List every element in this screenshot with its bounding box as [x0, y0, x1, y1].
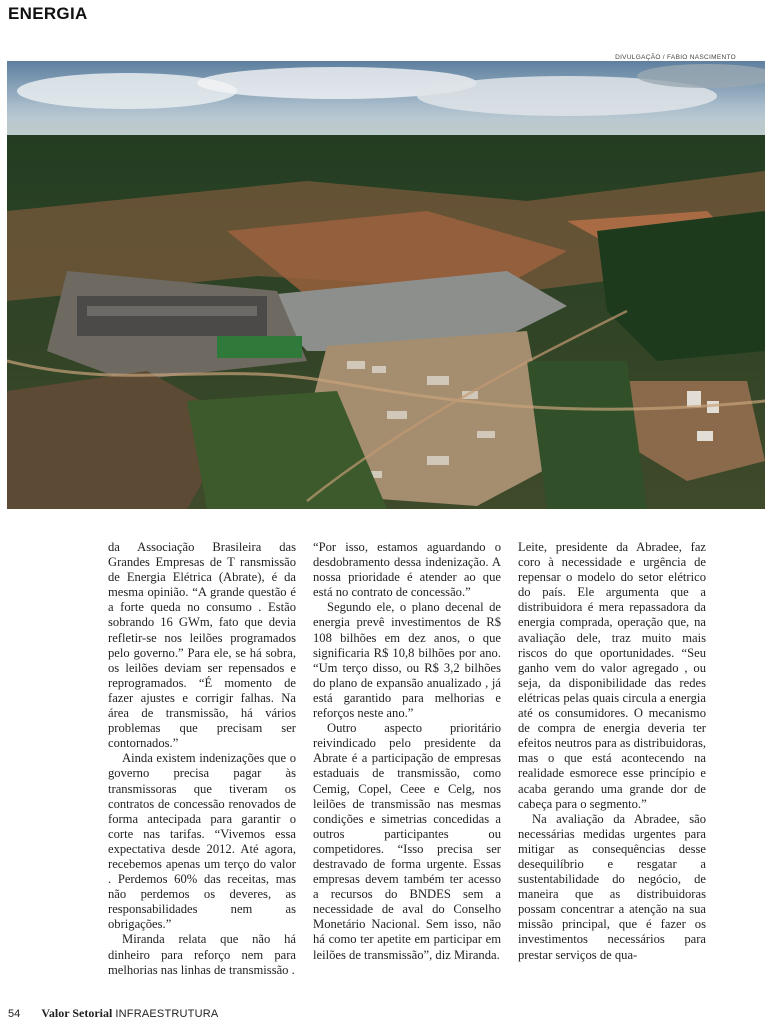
paragraph: Ainda existem indenizações que o governo precisa pagar às transmissoras que tiveram os contratos de concessão renovados de forma antecipada para garantir o corte nas tarifas. “Vivemos essa expectativa desde 2012. Até agora, recebemos apenas um terço do valor . Perdemos 60% das receitas, mas não perdemos os deveres, as responsabilidades nem as obrigações.” [108, 751, 296, 932]
paragraph: Segundo ele, o plano decenal de energia prevê investimentos de R$ 108 bilhões em dez anos, o que significaria R$ 10,8 bilhões por ano. “Um terço disso, ou R$ 3,2 bilhões do plano de expansão anualizado , já está garantido para melhorias e reforços neste ano.” [313, 600, 501, 721]
aerial-photo-illustration [7, 61, 765, 509]
paragraph: “Por isso, estamos aguardando o desdobramento dessa indenização. A nossa prioridade é atender ao que está no contrato de concessão.” [313, 540, 501, 600]
article-column-3 [518, 540, 706, 980]
article-column-2 [313, 540, 501, 980]
paragraph: Outro aspecto prioritário reivindicado pelo presidente da Abrate é a participação de empresas estaduais de transmissão, como Cemig, Copel, Ceee e Celg, nos leilões de transmissão nas mesmas condições e simetrias concedidas a outros participantes ou competidores. “Isso precisa ser destravado de forma urgente. Essas empresas devem também ter acesso a recursos do BNDES sem a necessidade de aval do Conselho Monetário Nacional. Sem isso, não há como ter apetite em participar em leilões de transmissão”, diz Miranda. [313, 721, 501, 962]
section-label: ENERGIA [8, 4, 88, 23]
paragraph: Miranda relata que não há dinheiro para reforço nem para melhorias nas linhas de transmissão . [108, 932, 296, 977]
paragraph: Na avaliação da Abradee, são necessárias medidas urgentes para mitigar as consequências desse desequilíbrio e resgatar a sustentabilidade do negócio, de maneira que as distribuidoras possam concentrar a atenção na sua missão principal, que é fazer os investimentos necessários para prestar serviços de qua- [518, 811, 706, 962]
photo-credit: DIVULGAÇÃO / FABIO NASCIMENTO [615, 54, 736, 61]
paragraph: da Associação Brasileira das Grandes Empresas de T ransmissão de Energia Elétrica (Abrate), é da mesma opinião. “A grande questão é a forte queda no consumo . Estão sobrando 16 GWm, fato que devia refletir-se nos leilões programados pelo governo.” Para ele, se há sobra, os leilões deviam ser repensados e reprogramados. “É momento de fazer ajustes e corrigir falhas. Na área de transmissão, há vários problemas que precisam ser contornados.” [108, 540, 296, 751]
aerial-photo [7, 61, 765, 509]
publication-name: Valor Setorial [41, 1006, 113, 1020]
paragraph: Leite, presidente da Abradee, faz coro à necessidade e urgência de repensar o modelo do setor elétrico do país. Ele argumenta que a distribuidora é mera repassadora da energia comprada, operação que, na avaliação dele, traz muito mais riscos do que oportunidades. “Seu ganho vem do valor agregado , ou seja, da disponibilidade das redes elétricas pelas quais circula a energia até os consumidores. O mecanismo de compra de energia deveria ter efeitos neutros para as distribuidoras, mas o que está acontecendo na realidade esmorece esse princípio e acaba gerando uma grande dor de cabeça para o segmento.” [518, 540, 706, 811]
page-footer [8, 1006, 218, 1021]
article-body [108, 540, 706, 980]
publication-section: INFRAESTRUTURA [115, 1008, 219, 1020]
article-column-1 [108, 540, 296, 980]
page-number: 54 [8, 1008, 21, 1020]
